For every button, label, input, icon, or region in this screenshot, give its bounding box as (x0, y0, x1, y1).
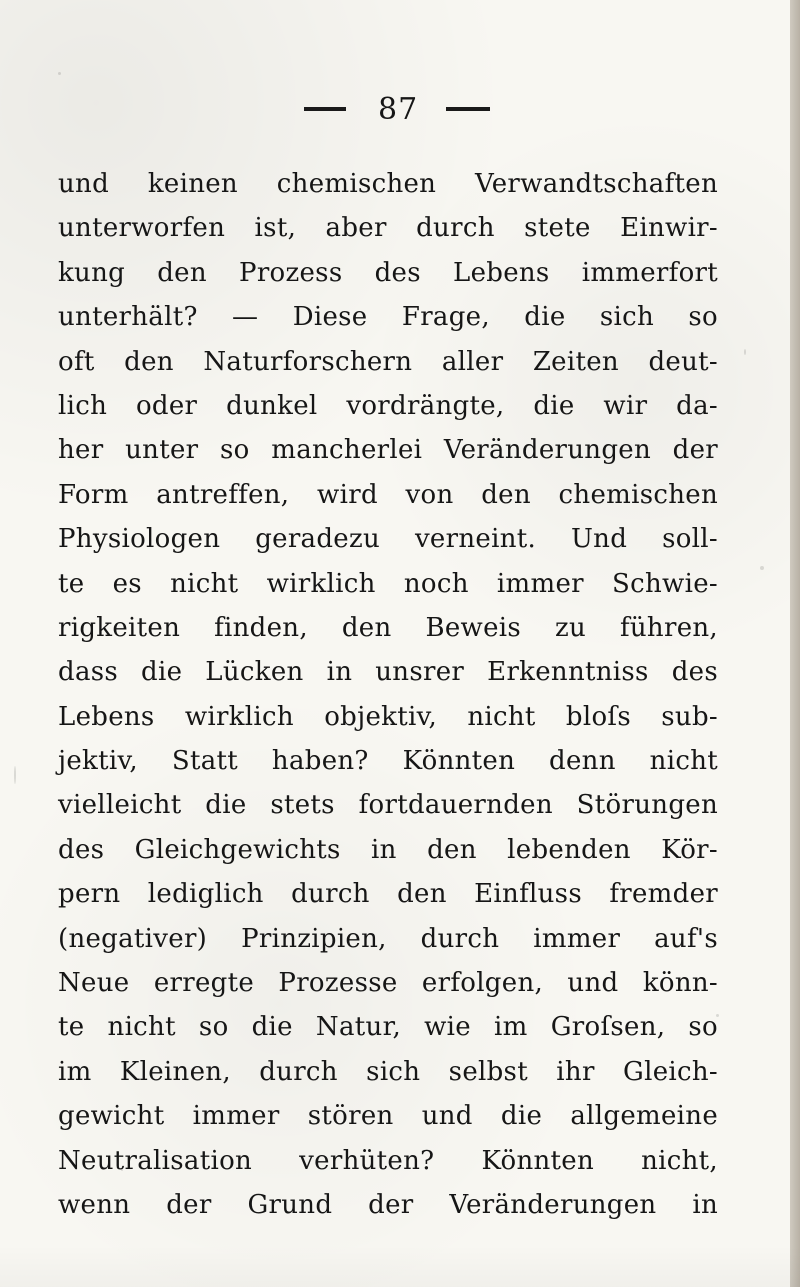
text-line: gewicht immer stören und die allgemeine (58, 1101, 718, 1132)
text-line: Neutralisation verhüten? Könnten nicht, (58, 1145, 718, 1176)
text-line: te es nicht wirklich noch immer Schwie- (58, 568, 718, 599)
text-line: des Gleichgewichts in den lebenden Kör- (58, 834, 718, 865)
paper-speck (760, 566, 764, 570)
text-line: rigkeiten finden, den Beweis zu führen, (58, 612, 718, 643)
text-line: Neue erregte Prozesse erfolgen, und könn- (58, 968, 718, 999)
text-line: kung den Prozess des Lebens immerfort (58, 257, 718, 288)
page-edge (790, 0, 800, 1287)
text-line: wenn der Grund der Veränderungen in (58, 1189, 718, 1220)
page-header (294, 92, 504, 127)
paper-speck (58, 72, 61, 75)
text-line: im Kleinen, durch sich selbst ihr Gleich- (58, 1056, 718, 1087)
text-line: lich oder dunkel vordrängte, die wir da- (58, 390, 718, 421)
text-line: vielleicht die stets fortdauernden Störungen (58, 790, 718, 821)
paper-speck (14, 766, 16, 784)
text-line: dass die Lücken in unsrer Erkenntniss des (58, 657, 718, 688)
text-line: und keinen chemischen Verwandtschaften (58, 169, 718, 199)
text-line: jektiv, Statt haben? Könnten denn nicht (58, 746, 718, 777)
paper-speck (716, 1014, 719, 1017)
paper-shadow (0, 1245, 800, 1287)
paper-speck (121, 1169, 123, 1171)
text-line: her unter so mancherlei Veränderungen der (58, 435, 718, 466)
page-number: 87 (378, 92, 419, 127)
text-line: (negativer) Prinzipien, durch immer auf's (58, 923, 718, 954)
body-text (58, 162, 718, 1227)
text-line: unterhält? — Diese Frage, die sich so (58, 302, 718, 333)
text-line: Physiologen geradezu verneint. Und soll- (58, 524, 718, 555)
text-line: te nicht so die Natur, wie im Groſsen, so (58, 1012, 718, 1043)
paper-speck (744, 349, 746, 355)
page-number-right-rule (446, 107, 490, 111)
text-line: Lebens wirklich objektiv, nicht bloſs sub- (58, 701, 718, 732)
page-number-left-rule (304, 107, 346, 111)
text-line: unterworfen ist, aber durch stete Einwir- (58, 213, 718, 244)
text-line: oft den Naturforschern aller Zeiten deut- (58, 346, 718, 377)
text-line: pern lediglich durch den Einfluss fremder (58, 879, 718, 910)
text-line: Form antreffen, wird von den chemischen (58, 479, 718, 510)
